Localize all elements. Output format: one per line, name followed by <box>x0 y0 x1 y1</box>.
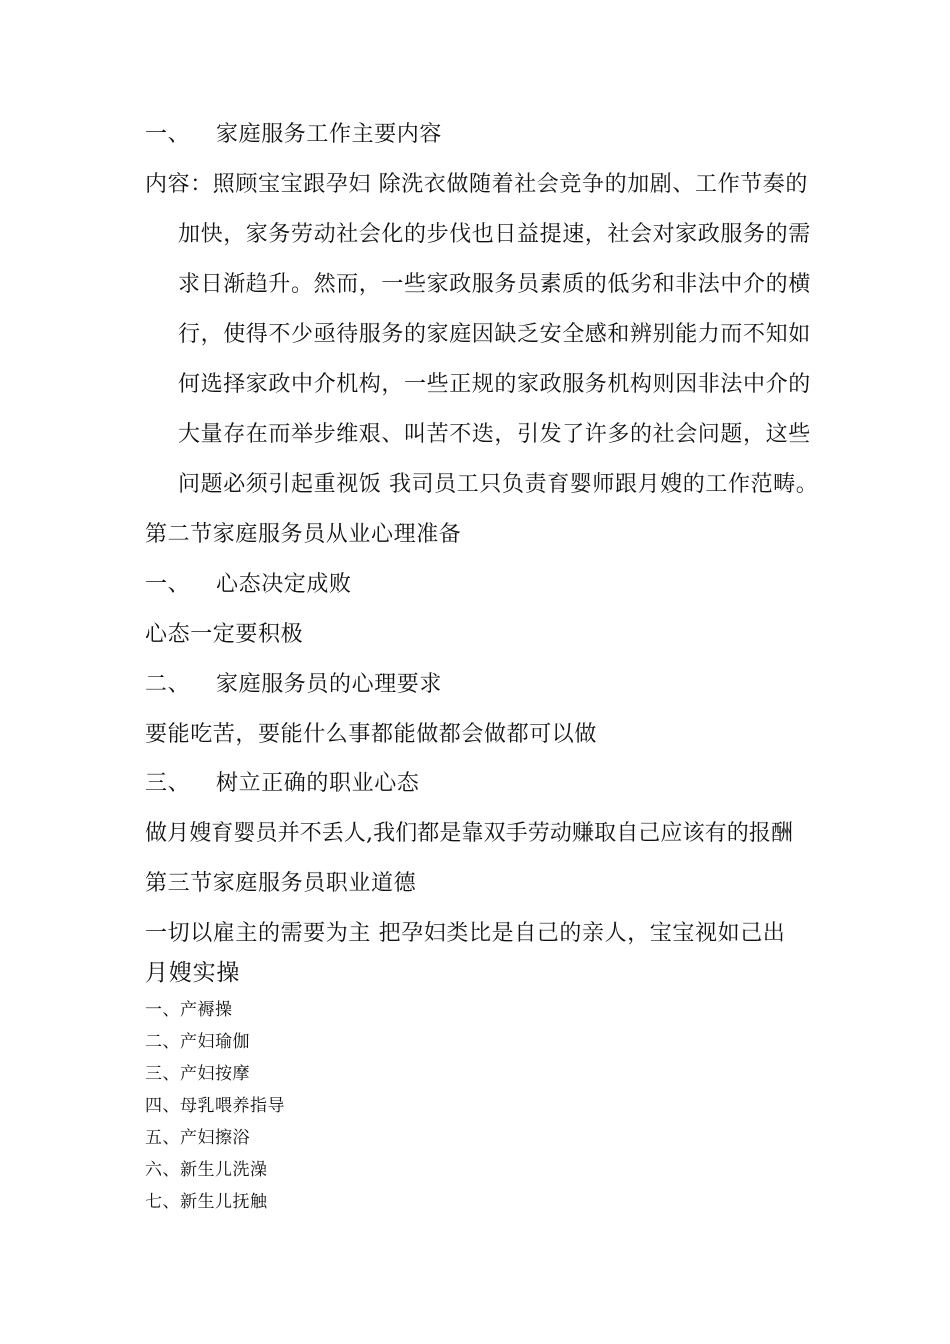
content-line-4: 行，使得不少亟待服务的家庭因缺乏安全感和辨别能力而不知如 <box>178 322 811 347</box>
item-title: 家庭服务员的心理要求 <box>216 672 443 697</box>
chapter-2-item-1-text: 心态一定要积极 <box>145 622 304 647</box>
chapter-2-item-1 <box>145 570 352 600</box>
chapter-2-item-3-text: 做月嫂育婴员并不丢人,我们都是靠双手劳动赚取自己应该有的报酬 <box>145 821 793 846</box>
chapter-2-item-2 <box>145 670 442 700</box>
section-number: 一、 <box>145 122 191 147</box>
chapter-3-text: 一切以雇主的需要为主 把孕妇类比是自己的亲人，宝宝视如己出 <box>145 921 786 946</box>
practice-item: 三、产妇按摩 <box>145 1064 250 1084</box>
practice-item: 五、产妇擦浴 <box>145 1128 250 1148</box>
chapter-2-item-3 <box>145 769 419 799</box>
content-line-3: 求日渐趋升。然而，一些家政服务员素质的低劣和非法中介的横 <box>178 272 811 297</box>
chapter-2-item-2-text: 要能吃苦，要能什么事都能做都会做都可以做 <box>145 722 598 747</box>
item-title: 树立正确的职业心态 <box>216 771 420 796</box>
item-number: 三、 <box>145 771 191 796</box>
content-line-1: 内容：照顾宝宝跟孕妇 除洗衣做随着社会竞争的加剧、工作节奏的 <box>145 172 808 197</box>
content-line-5: 何选择家政中介机构，一些正规的家政服务机构则因非法中介的 <box>178 372 811 397</box>
practice-item: 四、母乳喂养指导 <box>145 1096 285 1116</box>
content-line-6: 大量存在而举步维艰、叫苦不迭，引发了许多的社会问题，这些 <box>178 422 811 447</box>
item-number: 一、 <box>145 572 191 597</box>
chapter-2-title: 第二节家庭服务员从业心理准备 <box>145 522 462 547</box>
content-line-7: 问题必须引起重视饭 我司员工只负责育婴师跟月嫂的工作范畴。 <box>178 472 819 497</box>
practice-item: 七、新生儿抚触 <box>145 1192 268 1212</box>
practice-title: 月嫂实操 <box>145 960 241 986</box>
content-line-2: 加快，家务劳动社会化的步伐也日益提速，社会对家政服务的需 <box>178 222 811 247</box>
practice-item: 二、产妇瑜伽 <box>145 1032 250 1052</box>
practice-item: 六、新生儿洗澡 <box>145 1160 268 1180</box>
practice-item: 一、产褥操 <box>145 1000 233 1020</box>
section-title: 家庭服务工作主要内容 <box>216 122 443 147</box>
chapter-3-title: 第三节家庭服务员职业道德 <box>145 871 417 896</box>
item-number: 二、 <box>145 672 191 697</box>
section-heading-1 <box>145 120 442 150</box>
item-title: 心态决定成败 <box>216 572 352 597</box>
